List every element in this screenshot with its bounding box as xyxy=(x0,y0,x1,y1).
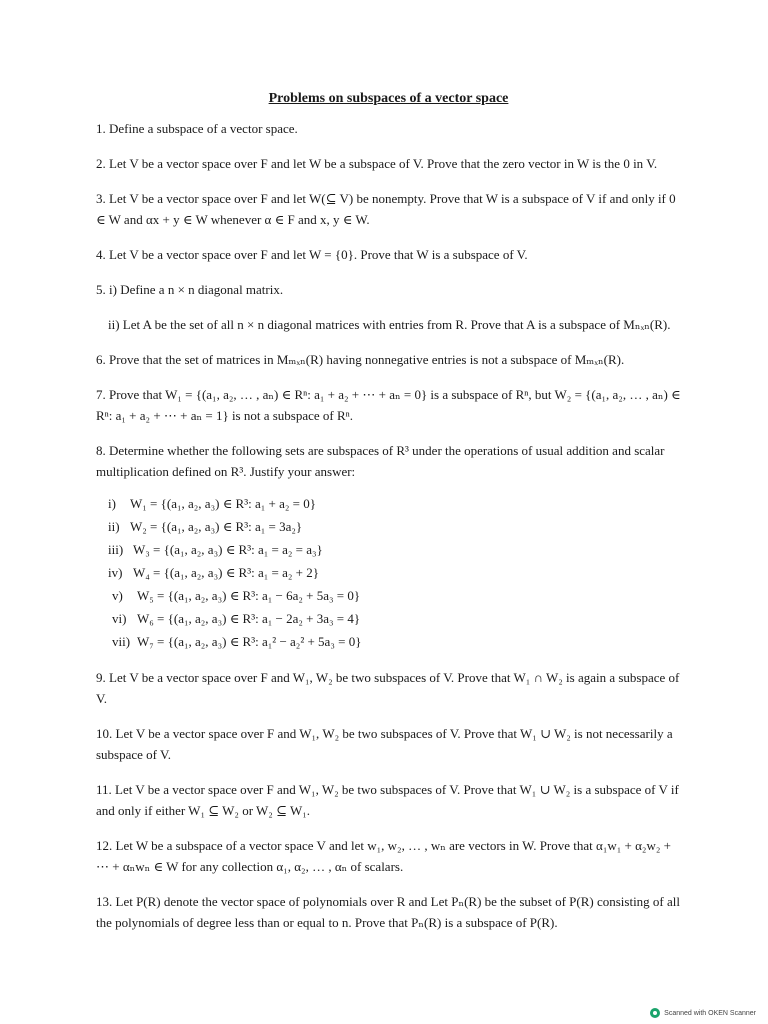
problem-1: 1. Define a subspace of a vector space. xyxy=(96,121,298,136)
item-text: W₁ = {(a₁, a₂, a₃) ∈ R³: a₁ + a₂ = 0} xyxy=(130,496,316,511)
problem-8-item xyxy=(96,584,681,607)
item-number: iv) xyxy=(108,565,123,580)
problem-9: 9. Let V be a vector space over F and W₁, W₂ be two subspaces of V. Prove that W₁ ∩ W₂ is again a subspace of V. xyxy=(96,670,680,706)
document-page xyxy=(96,88,681,947)
problem-8-item xyxy=(96,492,681,515)
problem-5-part-2: ii) Let A be the set of all n × n diagonal matrices with entries from R. Prove that A is a subspace of Mₙₓₙ(R). xyxy=(108,317,671,332)
item-number: ii) xyxy=(108,519,120,534)
scanner-watermark xyxy=(650,1008,756,1018)
problem-3: 3. Let V be a vector space over F and let W(⊆ V) be nonempty. Prove that W is a subspace of V if and only if 0 ∈ W and αx + y ∈ W whenever α ∈ F and x, y ∈ W. xyxy=(96,191,676,227)
scanner-watermark-text: Scanned with OKEN Scanner xyxy=(664,1009,756,1017)
item-text: W₇ = {(a₁, a₂, a₃) ∈ R³: a₁² − a₂² + 5a₃ = 0} xyxy=(137,634,362,649)
problem-8-item xyxy=(96,538,681,561)
problem-4: 4. Let V be a vector space over F and let W = {0}. Prove that W is a subspace of V. xyxy=(96,247,528,262)
item-number: v) xyxy=(112,588,123,603)
problem-8-item xyxy=(96,607,681,630)
problem-2: 2. Let V be a vector space over F and let W be a subspace of V. Prove that the zero vector in W is the 0 in V. xyxy=(96,156,658,171)
scanner-logo-icon xyxy=(650,1008,660,1018)
item-text: W₆ = {(a₁, a₂, a₃) ∈ R³: a₁ − 2a₂ + 3a₃ = 4} xyxy=(137,611,361,626)
problem-8-list xyxy=(96,492,681,653)
item-number: vii) xyxy=(112,634,131,649)
problem-8: 8. Determine whether the following sets are subspaces of R³ under the operations of usual addition and scalar multiplication defined on R³. Justify your answer: xyxy=(96,443,665,479)
item-text: W₃ = {(a₁, a₂, a₃) ∈ R³: a₁ = a₂ = a₃} xyxy=(133,542,323,557)
problem-12: 12. Let W be a subspace of a vector space V and let w₁, w₂, … , wₙ are vectors in W. Prove that α₁w₁ + α₂w₂ + ⋯ + αₙwₙ ∈ W for any collection α₁, α₂, … , αₙ of scalars. xyxy=(96,838,671,874)
problem-5-part-1: 5. i) Define a n × n diagonal matrix. xyxy=(96,282,284,297)
page-title: Problems on subspaces of a vector space xyxy=(268,91,509,106)
item-number: vi) xyxy=(112,611,127,626)
problem-11: 11. Let V be a vector space over F and W₁, W₂ be two subspaces of V. Prove that W₁ ∪ W₂ is a subspace of V if and only if either W₁ ⊆ W₂ or W₂ ⊆ W₁. xyxy=(96,782,679,818)
problem-8-item xyxy=(96,515,681,538)
problem-6: 6. Prove that the set of matrices in Mₘₓₙ(R) having nonnegative entries is not a subspace of Mₘₓₙ(R). xyxy=(96,352,625,367)
problem-13: 13. Let P(R) denote the vector space of polynomials over R and Let Pₙ(R) be the subset of P(R) consisting of all the polynomials of degree less than or equal to n. Prove that Pₙ(R) is a subspace of P(R). xyxy=(96,894,681,930)
item-text: W₅ = {(a₁, a₂, a₃) ∈ R³: a₁ − 6a₂ + 5a₃ = 0} xyxy=(137,588,361,603)
item-number: i) xyxy=(108,496,116,511)
item-text: W₄ = {(a₁, a₂, a₃) ∈ R³: a₁ = a₂ + 2} xyxy=(133,565,319,580)
problem-7: 7. Prove that W₁ = {(a₁, a₂, … , aₙ) ∈ Rⁿ: a₁ + a₂ + ⋯ + aₙ = 0} is a subspace of Rⁿ, but W₂ = {(a₁, a₂, … , aₙ) ∈ Rⁿ: a₁ + a₂ + ⋯ + aₙ = 1} is not a subspace of Rⁿ. xyxy=(96,387,681,423)
problem-10: 10. Let V be a vector space over F and W₁, W₂ be two subspaces of V. Prove that W₁ ∪ W₂ is not necessarily a subspace of V. xyxy=(96,726,673,762)
problem-8-item xyxy=(96,561,681,584)
item-number: iii) xyxy=(108,542,124,557)
item-text: W₂ = {(a₁, a₂, a₃) ∈ R³: a₁ = 3a₂} xyxy=(130,519,303,534)
problem-8-item xyxy=(96,630,681,653)
